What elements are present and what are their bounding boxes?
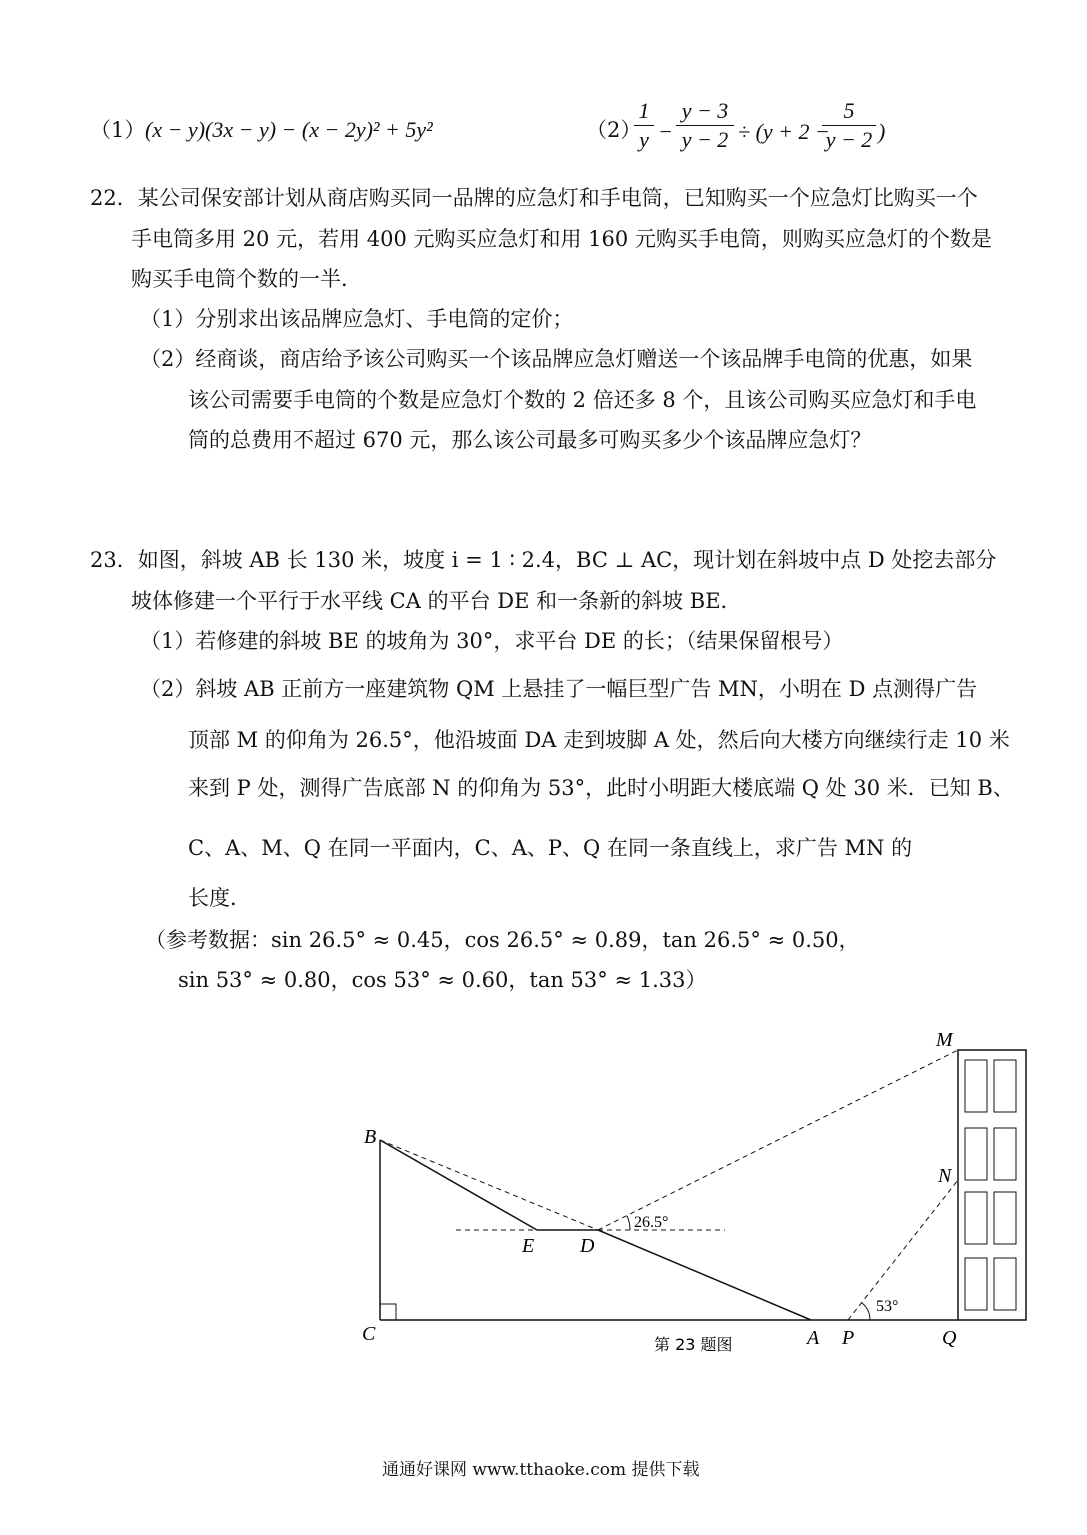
label-p: P xyxy=(842,1327,855,1349)
segment-bd-dashed xyxy=(380,1140,598,1230)
q23-sub-1: （1）若修建的斜坡 BE 的坡角为 30°，求平台 DE 的长；（结果保留根号） xyxy=(140,629,844,653)
q21-divide-part: ÷ (y + 2 − xyxy=(738,119,830,144)
label-a: A xyxy=(807,1327,820,1349)
q22-sub-2-line-1: （2）经商谈，商店给予该公司购买一个该品牌应急灯赠送一个该品牌手电筒的优惠，如果 xyxy=(140,347,973,371)
q22-line-3: 购买手电筒个数的一半． xyxy=(131,267,362,291)
label-d: D xyxy=(580,1235,595,1257)
label-q: Q xyxy=(942,1327,957,1349)
label-b: B xyxy=(364,1126,377,1148)
q23-reference-line-2: sin 53° ≈ 0.80，cos 53° ≈ 0.60，tan 53° ≈ 1.33） xyxy=(178,968,707,992)
q23-sub-2-line-3: 来到 P 处，测得广告底部 N 的仰角为 53°，此时小明距大楼底端 Q 处 30 米．已知 B、 xyxy=(188,776,1014,800)
segment-dm-dashed xyxy=(598,1050,958,1230)
angle-arc-d xyxy=(627,1216,630,1230)
q22-line-2: 手电筒多用 20 元，若用 400 元购买应急灯和用 160 元购买手电筒，则购买应急灯的个数是 xyxy=(131,227,992,251)
angle-label-d: 26.5° xyxy=(634,1214,669,1231)
right-angle-mark xyxy=(380,1304,396,1320)
label-m: M xyxy=(936,1029,953,1051)
q21-frac1-denominator: y xyxy=(639,127,649,152)
q21-frac2-numerator: y − 3 xyxy=(681,98,729,123)
q23-sub-2-line-2: 顶部 M 的仰角为 26.5°，他沿坡面 DA 走到坡脚 A 处，然后向大楼方向继续行走 10 米 xyxy=(188,728,1010,752)
q23-sub-2-line-1: （2）斜坡 AB 正前方一座建筑物 QM 上悬挂了一幅巨型广告 MN，小明在 D 点测得广告 xyxy=(140,677,978,701)
q23-line-1: 23．如图，斜坡 AB 长 130 米，坡度 i = 1 ∶ 2.4，BC ⊥ AC，现计划在斜坡中点 D 处挖去部分 xyxy=(90,548,997,572)
q21-close-paren: ) xyxy=(878,119,886,144)
q23-sub-2-line-5: 长度． xyxy=(188,886,251,910)
label-n: N xyxy=(938,1165,952,1187)
angle-label-p: 53° xyxy=(876,1298,899,1315)
segment-da xyxy=(598,1230,811,1320)
building-windows xyxy=(965,1060,1016,1310)
q23-line-2: 坡体修建一个平行于水平线 CA 的平台 DE 和一条新的斜坡 BE． xyxy=(131,589,742,613)
q22-sub-2-line-3: 筒的总费用不超过 670 元，那么该公司最多可购买多少个该品牌应急灯？ xyxy=(188,428,872,452)
q21-frac3-numerator: 5 xyxy=(843,98,855,123)
q21-part1-expression: (x − y)(3x − y) − (x − 2y)² + 5y² xyxy=(145,117,433,142)
segment-pn-dashed xyxy=(848,1180,958,1320)
q22-line-1: 22．某公司保安部计划从商店购买同一品牌的应急灯和手电筒，已知购买一个应急灯比购买一个 xyxy=(90,186,978,210)
figure-caption: 第 23 题图 xyxy=(654,1335,733,1354)
q21-frac3-denominator: y − 2 xyxy=(825,127,873,152)
page-footer: 通通好课网 www.tthaoke.com 提供下载 xyxy=(382,1460,700,1480)
q21-minus-sign: − xyxy=(658,119,673,144)
q21-part2-label: （2） xyxy=(586,118,642,142)
q22-sub-1: （1）分别求出该品牌应急灯、手电筒的定价； xyxy=(140,307,574,331)
angle-arc-p xyxy=(862,1303,870,1320)
q21-frac1-numerator: 1 xyxy=(638,98,650,123)
q23-reference-line-1: （参考数据：sin 26.5° ≈ 0.45，cos 26.5° ≈ 0.89，tan 26.5° ≈ 0.50， xyxy=(145,928,860,952)
segment-be xyxy=(380,1140,537,1230)
label-e: E xyxy=(522,1235,535,1257)
q21-part1-label: （1） xyxy=(90,118,146,142)
q21-frac2-denominator: y − 2 xyxy=(681,127,729,152)
q23-sub-2-line-4: C、A、M、Q 在同一平面内，C、A、P、Q 在同一条直线上，求广告 MN 的 xyxy=(188,836,913,860)
q22-sub-2-line-2: 该公司需要手电筒的个数是应急灯个数的 2 倍还多 8 个，且该公司购买应急灯和手电 xyxy=(188,388,977,412)
label-c: C xyxy=(362,1323,376,1345)
